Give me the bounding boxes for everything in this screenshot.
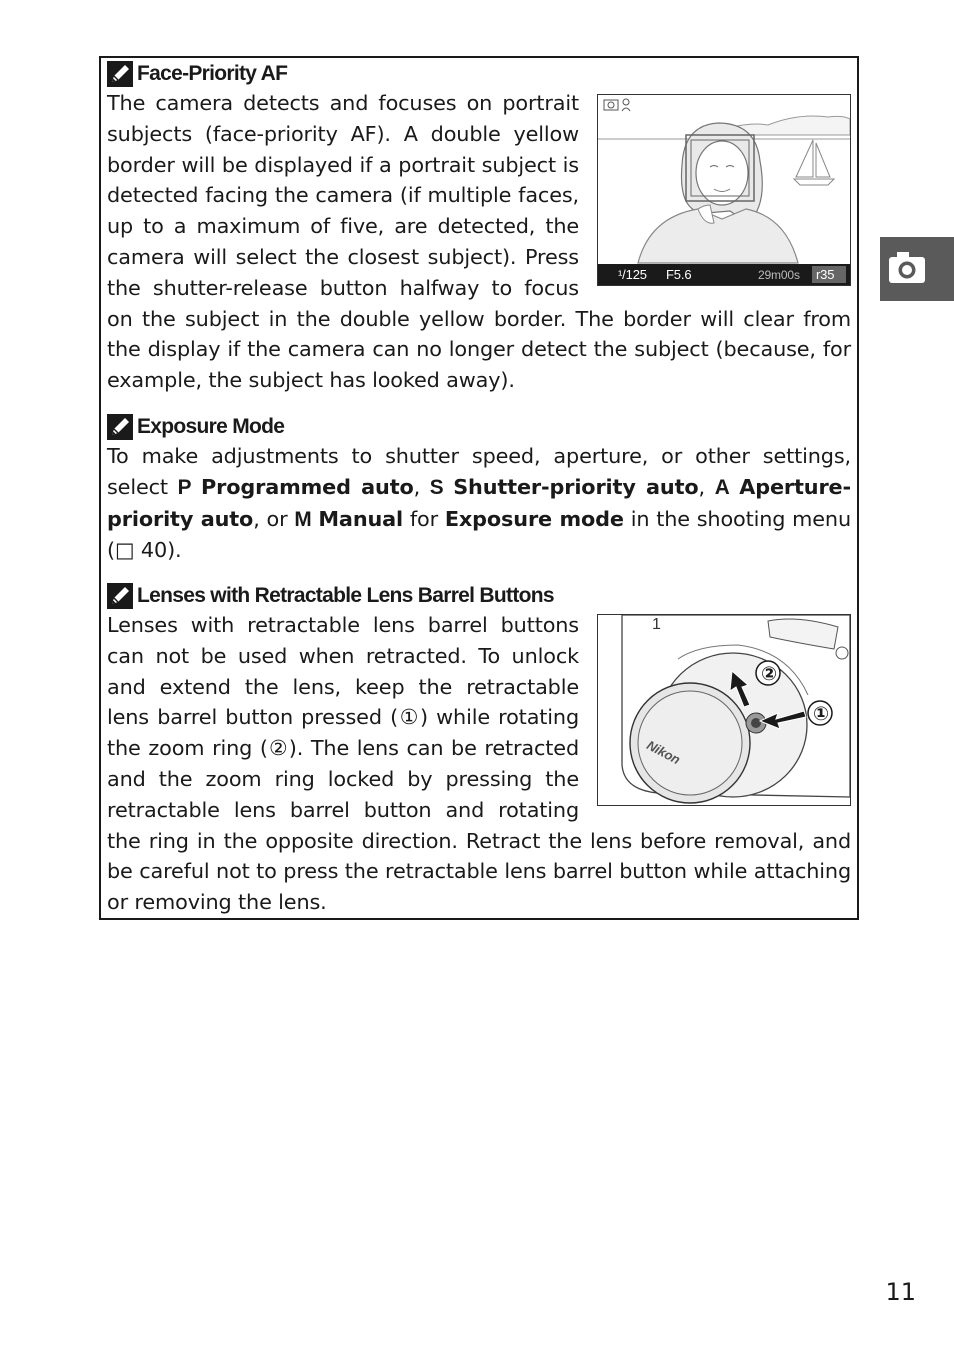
mode-key-a: A bbox=[714, 475, 730, 499]
lcd-display-illustration bbox=[598, 95, 850, 285]
pencil-note-icon bbox=[107, 414, 133, 440]
heading-text: Exposure Mode bbox=[137, 415, 285, 438]
menu-item-exposure-mode: Exposure mode bbox=[444, 506, 624, 531]
face-priority-figure bbox=[597, 94, 851, 286]
time-readout: 29m00s bbox=[758, 268, 800, 282]
mode-label-m: Manual bbox=[318, 506, 403, 531]
lens-brand-mark: Nikon bbox=[644, 737, 683, 768]
text-run: , bbox=[413, 474, 430, 499]
shutter-readout: ¹/125 bbox=[618, 267, 647, 282]
mode-key-s: S bbox=[429, 475, 444, 499]
book-ref-icon: □ bbox=[114, 538, 135, 563]
note-heading bbox=[107, 582, 851, 610]
note-heading bbox=[107, 60, 851, 88]
lens-barrel-figure bbox=[597, 614, 851, 806]
mode-label-s: Shutter-priority auto bbox=[453, 474, 699, 499]
mode-label-p: Programmed auto bbox=[201, 474, 414, 499]
heading-text: Face-Priority AF bbox=[137, 62, 288, 85]
note-body bbox=[107, 610, 851, 918]
text-run: To make adjustments to shutter speed, aperture, or other settings, select bbox=[107, 444, 851, 499]
text-run: for bbox=[403, 506, 445, 531]
note-body bbox=[107, 441, 851, 566]
mode-key-m: M bbox=[294, 507, 312, 531]
note-text: Lenses with retractable lens barrel buttons can not be used when retracted. To unlock and extend the lens, keep the retractable lens barrel button pressed (①) while rotating the zoom ring (②). The lens can be retracted and the zoom ring locked by pressing the retractable lens barrel button and rotating the ring in the opposite direction. Retract the lens before removal, and be careful not to press the retractable lens barrel button while attaching or removing the lens. bbox=[107, 613, 851, 915]
chapter-tab bbox=[880, 237, 954, 301]
notes-box bbox=[99, 56, 859, 920]
note-face-priority bbox=[107, 60, 851, 396]
camera-icon bbox=[880, 237, 954, 301]
text-run: in the shooting menu ( bbox=[107, 506, 851, 563]
page-number: 11 bbox=[885, 1278, 916, 1306]
camera-model-mark: 1 bbox=[652, 616, 661, 633]
text-run: , or bbox=[253, 506, 295, 531]
note-body bbox=[107, 88, 851, 396]
note-text: The camera detects and focuses on portrait subjects (face-priority AF). A double yellow border will be displayed if a portrait subject is detected facing the camera (if multiple faces, up to a maximum of five, are detected, the camera will select the closest subject). Press the shutter-release button halfway to focus on the subject in the double yellow border. The border will clear from the display if the camera can no longer detect the subject (because, for example, the subject has looked away). bbox=[107, 91, 851, 393]
mode-key-p: P bbox=[177, 475, 192, 499]
note-retractable-lens bbox=[107, 582, 851, 918]
note-exposure-mode bbox=[107, 413, 851, 566]
pencil-note-icon bbox=[107, 61, 133, 87]
frames-readout: r35 bbox=[816, 267, 835, 282]
callout-2: ② bbox=[761, 663, 777, 685]
aperture-readout: F5.6 bbox=[666, 267, 692, 282]
heading-text: Lenses with Retractable Lens Barrel Buttons bbox=[137, 584, 554, 607]
pencil-note-icon bbox=[107, 583, 133, 609]
text-run: 40). bbox=[134, 538, 182, 563]
note-heading bbox=[107, 413, 851, 441]
callout-1: ① bbox=[813, 703, 829, 725]
lens-illustration bbox=[598, 615, 850, 805]
mode-label-a: Aperture-priority auto bbox=[107, 474, 851, 531]
text-run: , bbox=[698, 474, 715, 499]
